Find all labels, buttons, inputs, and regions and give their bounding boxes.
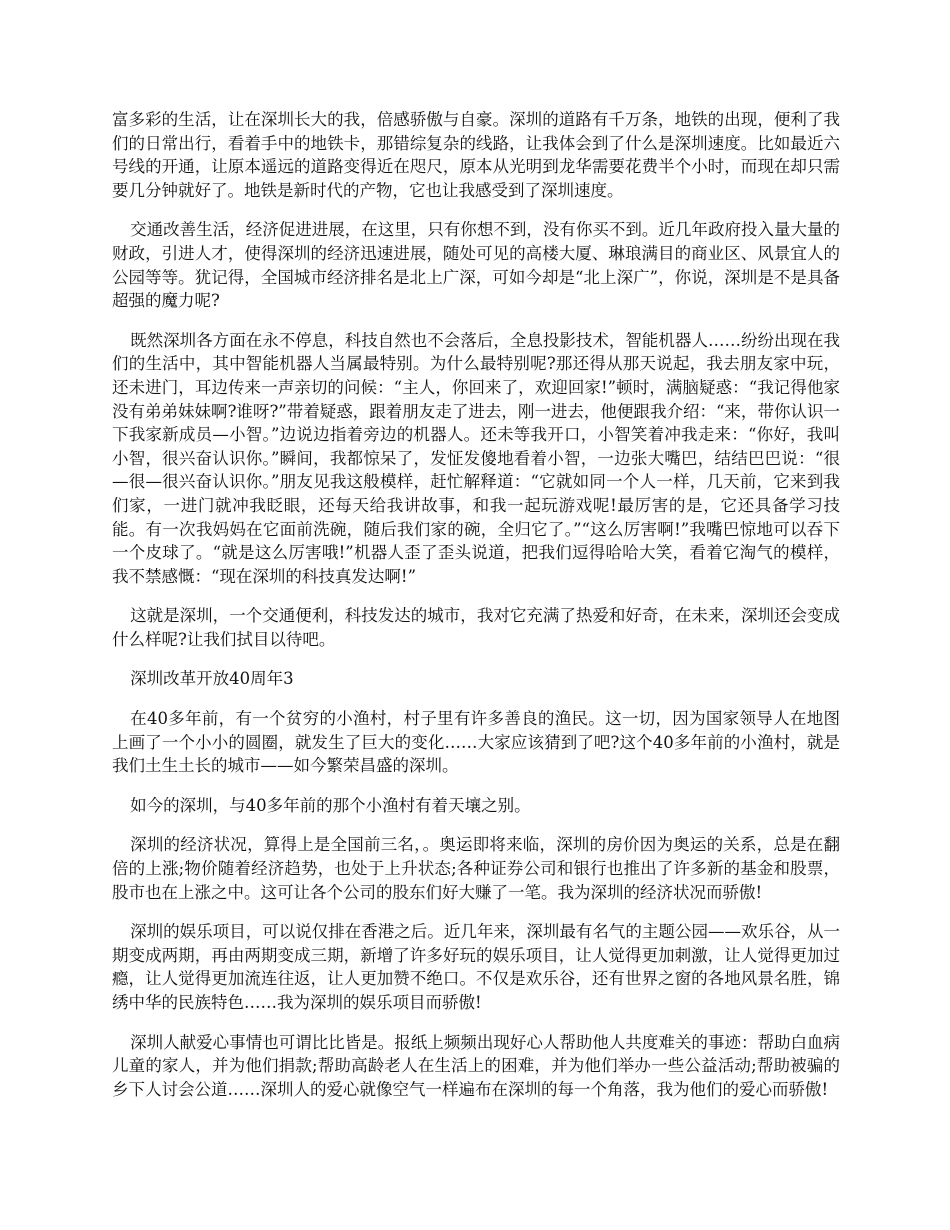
paragraph-fishing-village: 在40多年前，有一个贫穷的小渔村，村子里有许多善良的渔民。这一切，因为国家领导人在地图上画了一个小小的圆圈，就发生了巨大的变化……大家应该猜到了吧?这个40多年前的小渔村，就是我们土生土长的城市——如今繁荣昌盛的深圳。: [112, 709, 840, 776]
paragraph-economic-status: 深圳的经济状况，算得上是全国前三名，。奥运即将来临，深圳的房价因为奥运的关系，总是在翻倍的上涨;物价随着经济趋势，也处于上升状态;各种证券公司和银行也推出了许多新的基金和股票，股市也在上涨之中。这可让各个公司的股东们好大赚了一笔。我为深圳的经济状况而骄傲!: [112, 835, 840, 902]
paragraph-robot: 既然深圳各方面在永不停息，科技自然也不会落后，全息投影技术，智能机器人……纷纷出现在我们的生活中，其中智能机器人当属最特别。为什么最特别呢?那还得从那天说起，我去朋友家中玩，还未进门，耳边传来一声亲切的问候：“主人，你回来了，欢迎回家!”顿时，满脑疑惑：“我记得他家没有弟弟妹妹啊?谁呀?”带着疑惑，跟着朋友走了进去，刚一进去，他便跟我介绍：“来，带你认识一下我家新成员—小智。”边说边指着旁边的机器人。还未等我开口，小智笑着冲我走来：“你好，我叫小智，很兴奋认识你。”瞬间，我都惊呆了，发怔发傻地看着小智，一边张大嘴巴，结结巴巴说：“很—很—很兴奋认识你。”朋友见我这般模样，赶忙解释道：“它就如同一个人一样，几天前，它来到我们家，一进门就冲我眨眼，还每天给我讲故事，和我一起玩游戏呢!最厉害的是，它还具备学习技能。有一次我妈妈在它面前洗碗，随后我们家的碗，全归它了。”“这么厉害啊!”我嘴巴惊地可以吞下一个皮球了。“就是这么厉害哦!”机器人歪了歪头说道，把我们逗得哈哈大笑，看着它淘气的模样，我不禁感慨：“现在深圳的科技真发达啊!”: [112, 330, 840, 586]
paragraph-charity: 深圳人献爱心事情也可谓比比皆是。报纸上频频出现好心人帮助他人共度难关的事迹：帮助白血病儿童的家人，并为他们捐款;帮助高龄老人在生活上的困难，并为他们举办一些公益活动;帮助被骗的乡下人讨会公道……深圳人的爱心就像空气一样遍布在深圳的每一个角落，我为他们的爱心而骄傲!: [112, 1032, 840, 1099]
paragraph-economy: 交通改善生活，经济促进进展，在这里，只有你想不到，没有你买不到。近几年政府投入量大量的财政，引进人才，使得深圳的经济迅速进展，随处可见的高楼大厦、琳琅满目的商业区、风景宜人的公园等等。犹记得，全国城市经济排名是北上广深，可如今却是“北上深广”，你说，深圳是不是具备超强的魔力呢?: [112, 220, 840, 311]
paragraph-entertainment: 深圳的娱乐项目，可以说仅排在香港之后。近几年来，深圳最有名气的主题公园——欢乐谷，从一期变成两期，再由两期变成三期，新增了许多好玩的娱乐项目，让人觉得更加刺激，让人觉得更加过瘾，让人觉得更加流连往返，让人更加赞不绝口。不仅是欢乐谷，还有世界之窗的各地风景名胜，锦绣中华的民族特色……我为深圳的娱乐项目而骄傲!: [112, 922, 840, 1012]
paragraph-conclusion: 这就是深圳，一个交通便利，科技发达的城市，我对它充满了热爱和好奇，在未来，深圳还会变成什么样呢?让我们拭目以待吧。: [112, 606, 840, 649]
paragraph-intro-continued: 富多彩的生活，让在深圳长大的我，倍感骄傲与自豪。深圳的道路有千万条，地铁的出现，便利了我们的日常出行，看着手中的地铁卡，那错综复杂的线路，让我体会到了什么是深圳速度。比如最近六号线的开通，让原本遥远的道路变得近在咫尺，原本从光明到龙华需要花费半个小时，而现在却只需要几分钟就好了。地铁是新时代的产物，它也让我感受到了深圳速度。: [112, 110, 840, 200]
section-heading: 深圳改革开放40周年3: [130, 669, 294, 689]
document-body: [112, 108, 840, 1117]
paragraph-contrast: 如今的深圳，与40多年前的那个小渔村有着天壤之别。: [130, 795, 531, 815]
